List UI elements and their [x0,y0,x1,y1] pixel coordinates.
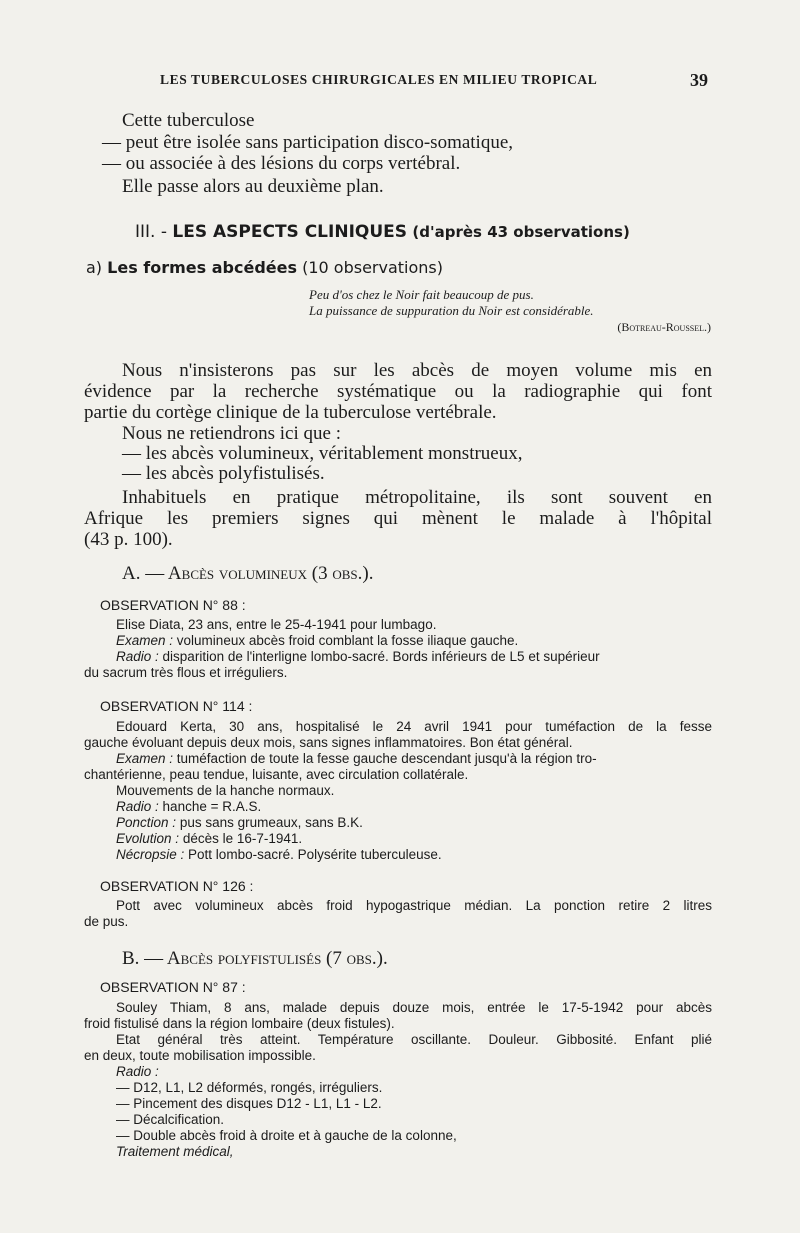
obs87-title: OBSERVATION N° 87 : [100,979,246,995]
obs88-line-2 [116,633,518,649]
obs114-line-7 [116,815,363,831]
obs88-line-4: du sacrum très flous et irréguliers. [84,665,288,680]
obs114-line-5: Mouvements de la hanche normaux. [116,783,335,798]
section-heading [135,222,630,242]
obs87-line-3: Etat général très atteint. Température oscillante. Douleur. Gibbosité. Enfant plié [116,1032,712,1047]
obs114-line-2: gauche évoluant depuis deux mois, sans signes inflammatoires. Bon état général. [84,735,573,750]
paragraph-line-3: partie du cortège clinique de la tuberculose vertébrale. [84,402,497,423]
obs87-line-10: Traitement médical, [116,1144,234,1159]
obs87-line-7: — Pincement des disques D12 - L1, L1 - L2. [116,1096,382,1111]
obs114-line-8 [116,831,302,847]
obs114-title: OBSERVATION N° 114 : [100,698,253,714]
subsection-title: Les formes abcédées [107,258,298,277]
obs88-line-1: Elise Diata, 23 ans, entre le 25-4-1941 pour lumbago. [116,617,437,632]
obs87-line-4: en deux, toute mobilisation impossible. [84,1048,316,1063]
obs114-text-radio: hanche = R.A.S. [162,799,262,814]
heading-a: A. — Abcès volumineux (3 obs.). [122,563,374,584]
page-number: 39 [690,70,708,90]
obs88-text-examen: volumineux abcès froid comblant la fosse iliaque gauche. [176,633,519,648]
paragraph-line-5: — les abcès volumineux, véritablement monstrueux, [122,443,523,464]
paragraph-line-2: évidence par la recherche systématique ou la radiographie qui font [84,381,712,402]
paragraph-line-7: Inhabituels en pratique métropolitaine, ils sont souvent en [122,487,712,508]
intro-line-2: — peut être isolée sans participation disco-somatique, [102,132,514,153]
obs126-line-1: Pott avec volumineux abcès froid hypogastrique médian. La ponction retire 2 litres [116,898,712,913]
epigraph-line-1: Peu d'os chez le Noir fait beaucoup de pus. [309,287,534,302]
obs88-text-radio: disparition de l'interligne lombo-sacré. Bords inférieurs de L5 et supérieur [162,649,600,664]
intro-line-4: Elle passe alors au deuxième plan. [122,176,384,197]
obs87-line-2: froid fistulisé dans la région lombaire (deux fistules). [84,1016,395,1031]
epigraph-attribution: (Botreau-Roussel.) [617,320,711,334]
obs114-line-9 [116,847,442,863]
obs114-text-necropsie: Pott lombo-sacré. Polysérite tuberculeuse. [188,847,442,862]
section-subtitle: (d'après 43 observations) [412,223,630,241]
obs114-text-examen: tuméfaction de toute la fesse gauche descendant jusqu'à la région tro- [176,751,597,766]
obs87-line-9: — Double abcès froid à droite et à gauche de la colonne, [116,1128,457,1143]
page-header [0,70,800,94]
obs88-label-examen: Examen : [116,633,174,648]
paragraph-line-1: Nous n'insisterons pas sur les abcès de moyen volume mis en [122,360,712,381]
obs87-line-8: — Décalcification. [116,1112,225,1127]
obs87-line-1: Souley Thiam, 8 ans, malade depuis douze mois, entrée le 17-5-1942 pour abcès [116,1000,712,1015]
obs114-line-4: chantérienne, peau tendue, luisante, avec circulation collatérale. [84,767,469,782]
obs87-line-6: — D12, L1, L2 déformés, rongés, irréguliers. [116,1080,383,1095]
paragraph-line-9: (43 p. 100). [84,529,173,550]
section-title: LES ASPECTS CLINIQUES [172,222,408,242]
heading-b: B. — Abcès polyfistulisés (7 obs.). [122,948,388,969]
paragraph-line-4: Nous ne retiendrons ici que : [122,423,341,444]
obs114-line-1: Edouard Kerta, 30 ans, hospitalisé le 24 avril 1941 pour tuméfaction de la fesse [116,719,712,734]
obs88-title: OBSERVATION N° 88 : [100,597,246,613]
obs87-line-5: Radio : [116,1064,159,1079]
intro-line-1: Cette tuberculose [122,110,255,131]
subsection-count: (10 observations) [302,258,443,277]
obs114-text-evolution: décès le 16-7-1941. [182,831,303,846]
paragraph-line-6: — les abcès polyfistulisés. [122,463,325,484]
obs114-label-ponction: Ponction : [116,815,177,830]
paragraph-line-8: Afrique les premiers signes qui mènent le malade à l'hôpital [84,508,712,529]
intro-line-3: — ou associée à des lésions du corps vertébral. [102,153,461,174]
section-number: III. - [135,222,167,242]
obs126-title: OBSERVATION N° 126 : [100,878,254,894]
obs114-text-ponction: pus sans grumeaux, sans B.K. [179,815,363,830]
epigraph [309,287,711,335]
obs126-line-2: de pus. [84,914,129,929]
obs88-label-radio: Radio : [116,649,159,664]
obs114-label-radio: Radio : [116,799,159,814]
subsection-a-heading [86,258,443,277]
subsection-letter: a) [86,258,103,277]
epigraph-line-2: La puissance de suppuration du Noir est considérable. [309,303,594,318]
obs88-line-3 [116,649,600,665]
obs114-label-examen: Examen : [116,751,174,766]
obs114-line-3 [116,751,597,767]
running-title: LES TUBERCULOSES CHIRURGICALES EN MILIEU TROPICAL [160,72,598,87]
obs114-label-necropsie: Nécropsie : [116,847,185,862]
obs114-label-evolution: Evolution : [116,831,180,846]
obs114-line-6 [116,799,261,815]
